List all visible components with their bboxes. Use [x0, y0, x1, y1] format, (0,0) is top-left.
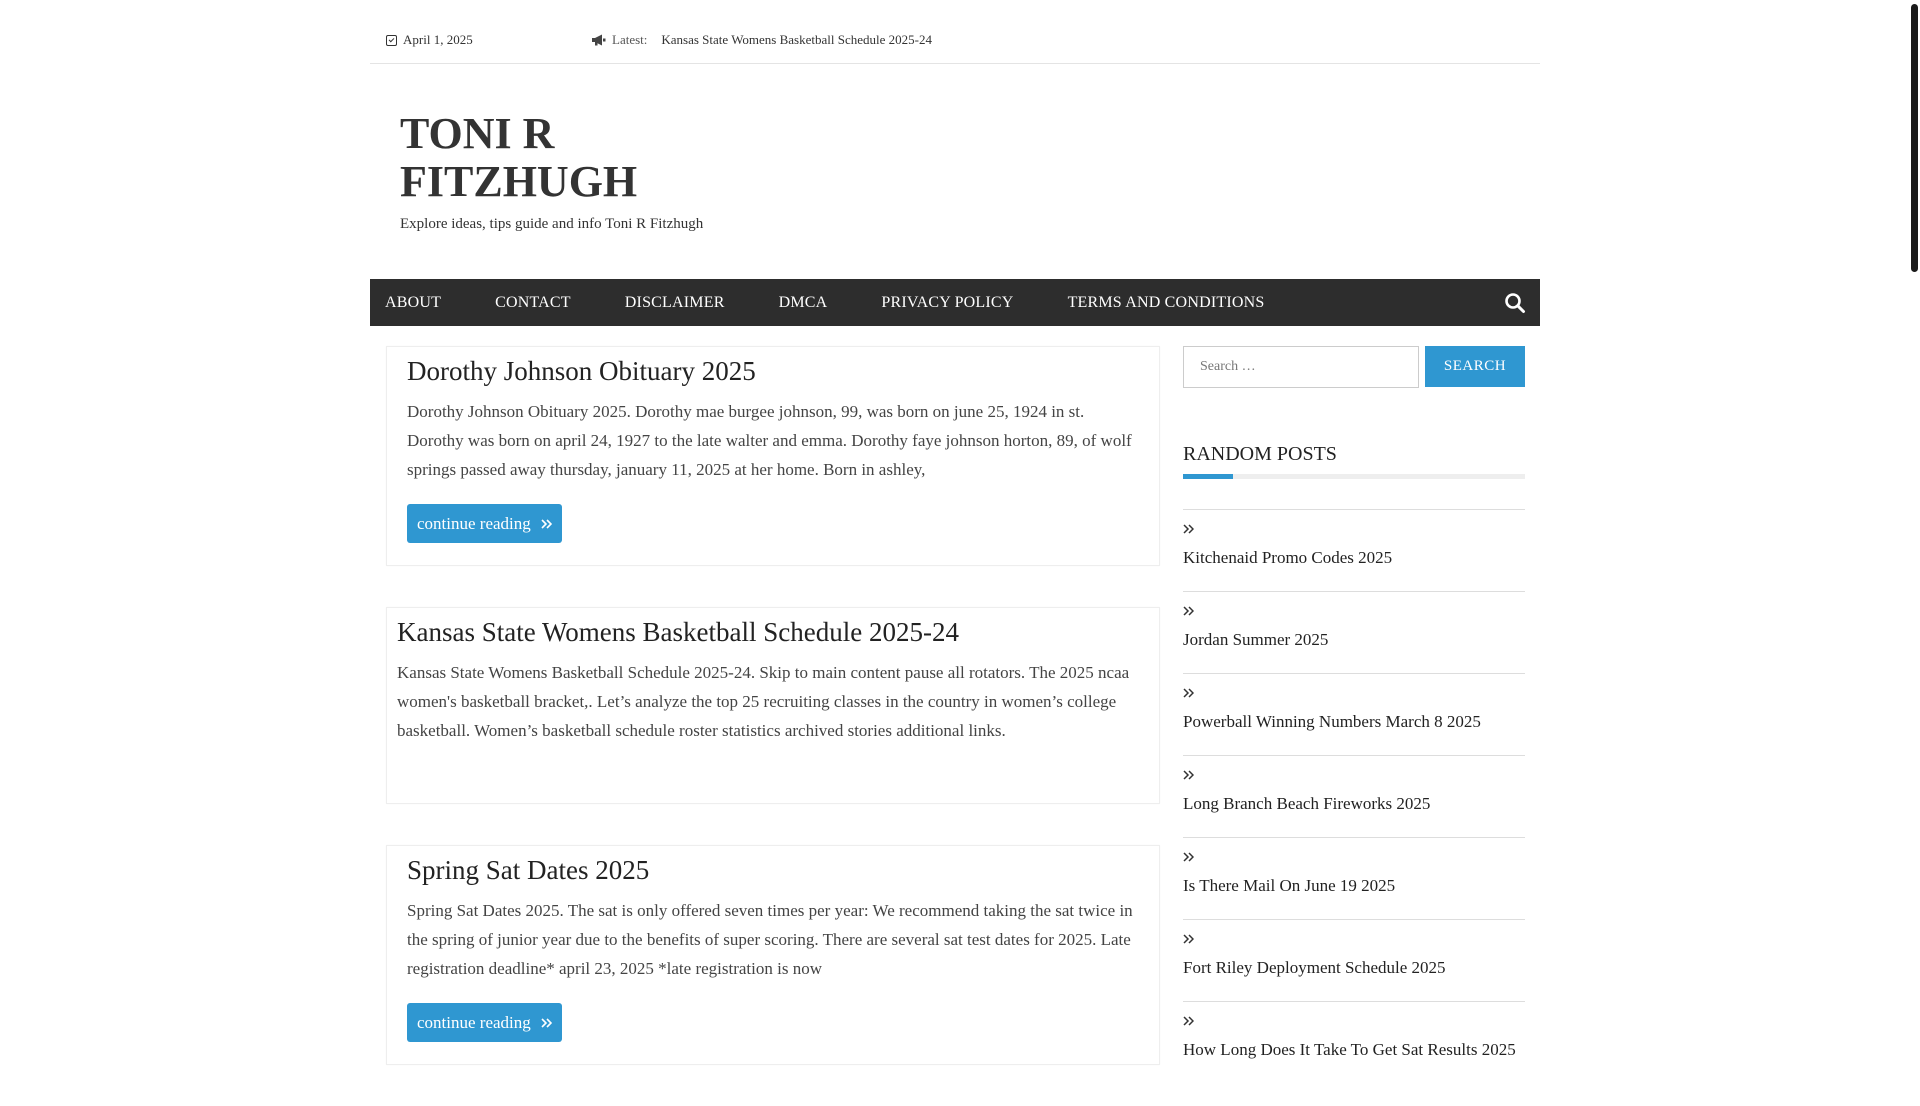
calendar-icon	[386, 35, 397, 46]
scrollbar-thumb[interactable]	[1911, 4, 1918, 272]
main-navigation	[370, 279, 1540, 326]
post-spacer	[397, 745, 1139, 781]
page-scrollbar[interactable]	[1908, 0, 1920, 1080]
double-chevron-right-icon	[541, 1018, 552, 1028]
random-post-link[interactable]: Long Branch Beach Fireworks 2025	[1183, 794, 1431, 813]
post-title[interactable]: Dorothy Johnson Obituary 2025	[407, 356, 756, 386]
site-description: Explore ideas, tips guide and info Toni R Fitzhugh	[400, 216, 704, 232]
button-label: continue reading	[417, 513, 531, 533]
nav-item-about[interactable]: ABOUT	[385, 293, 442, 311]
random-posts-list	[1183, 509, 1525, 1083]
random-post-link[interactable]: Is There Mail On June 19 2025	[1183, 876, 1396, 895]
latest-label: Latest:	[612, 32, 648, 47]
list-item	[1183, 510, 1525, 592]
double-chevron-right-icon	[1183, 770, 1194, 780]
continue-reading-button[interactable]	[407, 1003, 562, 1042]
random-post-link[interactable]: How Long Does It Take To Get Sat Results 2025	[1183, 1040, 1516, 1059]
list-item	[1183, 756, 1525, 838]
search-input[interactable]	[1183, 346, 1419, 388]
random-post-link[interactable]: Powerball Winning Numbers March 8 2025	[1183, 712, 1481, 731]
widget-title-underline	[1183, 474, 1525, 479]
nav-item-privacy-policy[interactable]: PRIVACY POLICY	[881, 293, 1014, 311]
double-chevron-right-icon	[1183, 524, 1194, 534]
site-title[interactable]: TONI R FITZHUGH	[400, 109, 638, 206]
random-post-link[interactable]: Fort Riley Deployment Schedule 2025	[1183, 958, 1446, 977]
double-chevron-right-icon	[1183, 852, 1194, 862]
site-branding	[370, 64, 1540, 279]
nav-item-dmca[interactable]: DMCA	[778, 293, 828, 311]
double-chevron-right-icon	[541, 519, 552, 529]
search-button[interactable]: SEARCH	[1425, 346, 1525, 387]
post-excerpt: Kansas State Womens Basketball Schedule 2025-24. Skip to main content pause all rotators. The 2025 ncaa women's basketball bracket,. Let’s analyze the top 25 recruiting classes in the country in women’s college basketball. Women’s basketball schedule roster statistics archived stories additional links.	[397, 663, 1130, 740]
main-content	[386, 346, 1160, 1106]
double-chevron-right-icon	[1183, 688, 1194, 698]
post-title[interactable]: Spring Sat Dates 2025	[407, 855, 650, 885]
list-item	[1183, 838, 1525, 920]
search-icon[interactable]	[1504, 292, 1526, 314]
list-item	[1183, 1002, 1525, 1083]
page-wrapper	[370, 0, 1540, 1059]
nav-item-contact[interactable]: CONTACT	[495, 293, 571, 311]
double-chevron-right-icon	[1183, 1016, 1194, 1026]
sidebar	[1183, 346, 1525, 1083]
post-card	[386, 346, 1160, 566]
post-excerpt: Dorothy Johnson Obituary 2025. Dorothy mae burgee johnson, 99, was born on june 25, 1924 in st. Dorothy was born on april 24, 1927 to the late walter and emma. Dorothy faye johnson horton, 89, of wolf springs passed away thursday, january 11, 2025 at her home. Born in ashley,	[407, 402, 1132, 479]
random-post-link[interactable]: Kitchenaid Promo Codes 2025	[1183, 548, 1393, 567]
latest-ticker	[591, 32, 932, 48]
nav-item-terms-and-conditions[interactable]: TERMS AND CONDITIONS	[1067, 293, 1265, 311]
sidebar-search-form	[1183, 346, 1525, 388]
top-date	[386, 32, 473, 48]
nav-item-disclaimer[interactable]: DISCLAIMER	[624, 293, 725, 311]
random-post-link[interactable]: Jordan Summer 2025	[1183, 630, 1329, 649]
list-item	[1183, 920, 1525, 1002]
date-text: April 1, 2025	[403, 32, 473, 47]
post-title[interactable]: Kansas State Womens Basketball Schedule 2025-24	[397, 617, 959, 647]
continue-reading-button[interactable]	[407, 504, 562, 543]
button-label: continue reading	[417, 1012, 531, 1032]
list-item	[1183, 592, 1525, 674]
list-item	[1183, 674, 1525, 756]
double-chevron-right-icon	[1183, 606, 1194, 616]
top-bar	[370, 0, 1540, 64]
megaphone-icon	[591, 34, 606, 46]
post-card	[386, 607, 1160, 804]
widget-title: RANDOM POSTS	[1183, 443, 1337, 465]
double-chevron-right-icon	[1183, 934, 1194, 944]
post-card	[386, 845, 1160, 1065]
latest-link[interactable]: Kansas State Womens Basketball Schedule 2025-24	[661, 32, 932, 47]
post-excerpt: Spring Sat Dates 2025. The sat is only offered seven times per year: We recommend taking the sat twice in the spring of junior year due to the benefits of super scoring. There are several sat test dates for 2025. Late registration deadline* april 23, 2025 *late registration is now	[407, 901, 1133, 978]
